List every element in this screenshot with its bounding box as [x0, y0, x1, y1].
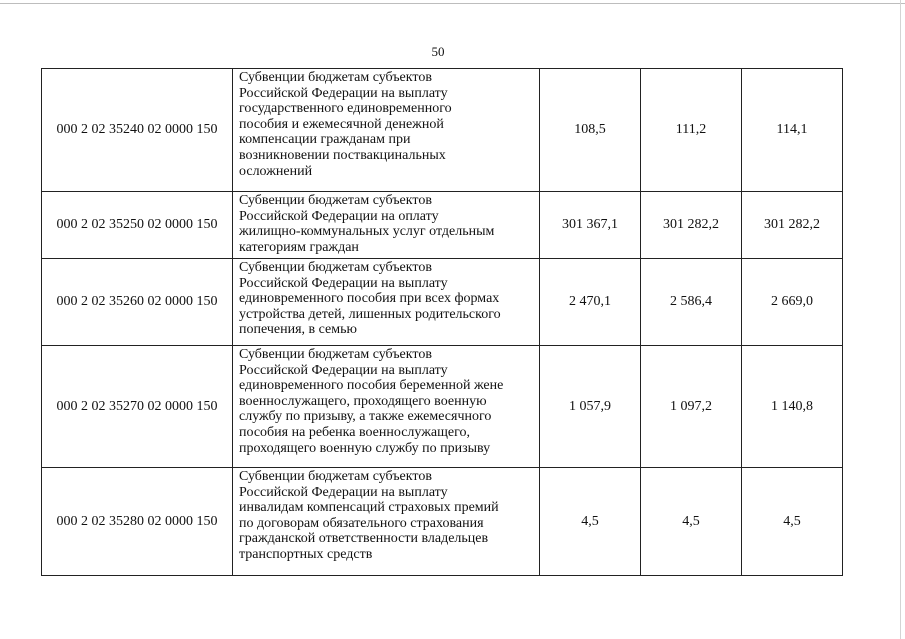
- budget-code: 000 2 02 35240 02 0000 150: [42, 69, 233, 192]
- name-line: службу по призыву, а также ежемесячного: [239, 409, 492, 425]
- amount-year-1: 108,5: [540, 69, 641, 192]
- table-row: [42, 192, 843, 259]
- name-line: инвалидам компенсаций страховых премий: [239, 500, 499, 516]
- page-number: 50: [431, 44, 445, 59]
- amount-year-2: 301 282,2: [641, 192, 742, 259]
- name-line: транспортных средств: [239, 546, 373, 562]
- name-line: гражданской ответственности владельцев: [239, 531, 489, 547]
- subvention-name: [233, 192, 540, 259]
- table-row: [42, 259, 843, 346]
- table-row: [42, 346, 843, 468]
- name-line: компенсации гражданам при: [239, 132, 411, 148]
- name-line: возникновении поствакцинальных: [239, 147, 446, 163]
- table-row: [42, 69, 843, 192]
- name-line: по договорам обязательного страхования: [239, 515, 484, 531]
- budget-code: 000 2 02 35260 02 0000 150: [42, 259, 233, 346]
- name-line: Российской Федерации на выплату: [239, 484, 448, 500]
- amount-year-2: 1 097,2: [641, 346, 742, 468]
- name-line: Российской Федерации на оплату: [239, 208, 439, 224]
- amount-year-3: 114,1: [742, 69, 843, 192]
- name-line: пособия на ребенка военнослужащего,: [239, 424, 470, 440]
- subvention-name: [233, 69, 540, 192]
- amount-year-3: 1 140,8: [742, 346, 843, 468]
- table-row: [42, 468, 843, 576]
- name-line: Российской Федерации на выплату: [239, 275, 448, 291]
- name-line: Субвенции бюджетам субъектов: [239, 70, 432, 85]
- budget-code: 000 2 02 35280 02 0000 150: [42, 468, 233, 576]
- budget-table: [41, 68, 843, 576]
- amount-year-3: 2 669,0: [742, 259, 843, 346]
- name-line: осложнений: [239, 163, 313, 179]
- name-line: Субвенции бюджетам субъектов: [239, 347, 432, 362]
- name-line: попечения, в семью: [239, 322, 357, 338]
- subvention-name: [233, 259, 540, 346]
- name-line: устройства детей, лишенных родительского: [239, 306, 501, 322]
- subvention-name: [233, 468, 540, 576]
- amount-year-2: 4,5: [641, 468, 742, 576]
- amount-year-1: 301 367,1: [540, 192, 641, 259]
- amount-year-1: 2 470,1: [540, 259, 641, 346]
- scan-edge-right: [900, 0, 901, 639]
- name-line: государственного единовременного: [239, 101, 452, 117]
- name-line: военнослужащего, проходящего военную: [239, 393, 487, 409]
- budget-code: 000 2 02 35270 02 0000 150: [42, 346, 233, 468]
- name-line: категориям граждан: [239, 239, 359, 255]
- amount-year-3: 4,5: [742, 468, 843, 576]
- amount-year-2: 2 586,4: [641, 259, 742, 346]
- amount-year-2: 111,2: [641, 69, 742, 192]
- name-line: проходящего военную службу по призыву: [239, 440, 491, 456]
- amount-year-1: 4,5: [540, 468, 641, 576]
- amount-year-3: 301 282,2: [742, 192, 843, 259]
- budget-code: 000 2 02 35250 02 0000 150: [42, 192, 233, 259]
- amount-year-1: 1 057,9: [540, 346, 641, 468]
- name-line: жилищно-коммунальных услуг отдельным: [239, 224, 495, 240]
- name-line: единовременного пособия при всех формах: [239, 291, 500, 307]
- name-line: Российской Федерации на выплату: [239, 85, 448, 101]
- scan-edge-top: [0, 3, 905, 4]
- name-line: единовременного пособия беременной жене: [239, 378, 504, 394]
- name-line: пособия и ежемесячной денежной: [239, 116, 444, 132]
- name-line: Субвенции бюджетам субъектов: [239, 193, 432, 208]
- name-line: Субвенции бюджетам субъектов: [239, 260, 432, 275]
- name-line: Субвенции бюджетам субъектов: [239, 469, 432, 484]
- name-line: Российской Федерации на выплату: [239, 362, 448, 378]
- subvention-name: [233, 346, 540, 468]
